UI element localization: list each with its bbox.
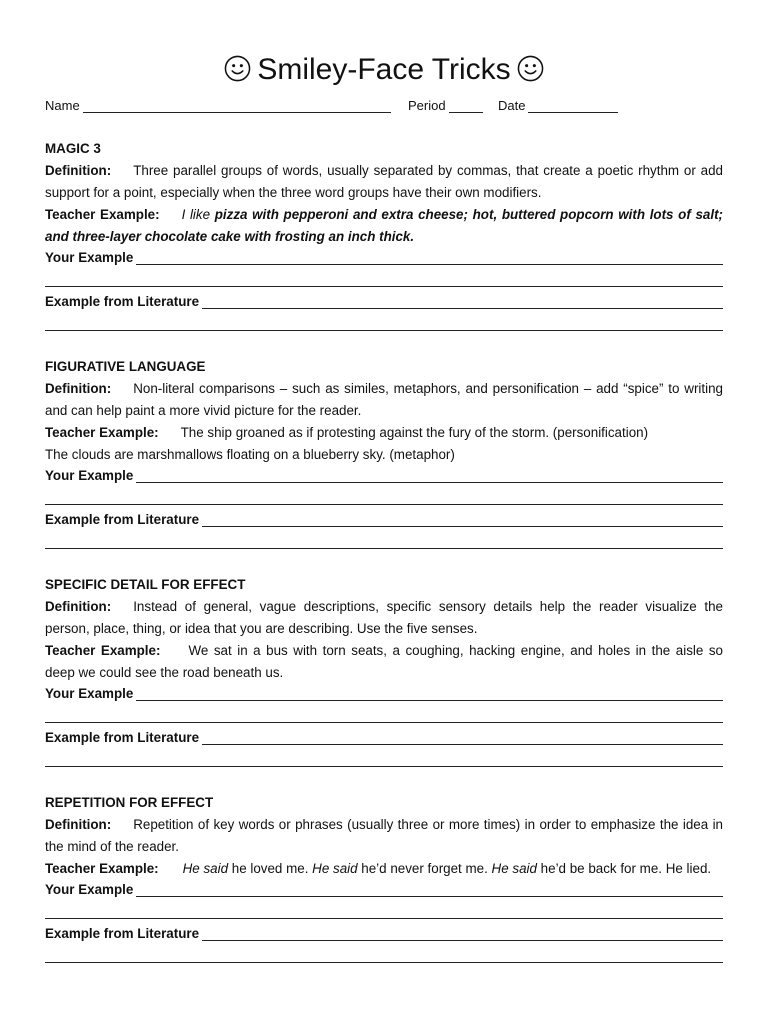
your-example-row[interactable]	[45, 466, 723, 488]
example-emphasis-text: He said	[182, 861, 229, 876]
page-title	[45, 50, 723, 90]
blank-answer-row[interactable]	[45, 314, 723, 336]
period-label: Period	[408, 98, 446, 113]
literature-example-label: Example from Literature	[45, 926, 200, 941]
answer-line[interactable]	[45, 722, 723, 723]
literature-example-row[interactable]	[45, 728, 723, 750]
definition-paragraph	[45, 160, 723, 204]
blank-answer-row[interactable]	[45, 750, 723, 772]
example-text: The ship groaned as if protesting against the fury of the storm. (personification)	[180, 425, 649, 440]
answer-line[interactable]	[45, 286, 723, 287]
definition-paragraph	[45, 596, 723, 640]
definition-label: Definition:	[45, 163, 112, 178]
answer-line[interactable]	[136, 882, 723, 897]
answer-line[interactable]	[202, 512, 723, 527]
answer-line[interactable]	[136, 250, 723, 265]
section-magic-3	[45, 138, 723, 336]
your-example-row[interactable]	[45, 880, 723, 902]
definition-label: Definition:	[45, 817, 112, 832]
section-figurative-language	[45, 356, 723, 554]
blank-answer-row[interactable]	[45, 706, 723, 728]
blank-answer-row[interactable]	[45, 532, 723, 554]
answer-line[interactable]	[202, 926, 723, 941]
worksheet-page	[45, 0, 723, 1024]
section-heading: REPETITION FOR EFFECT	[45, 795, 214, 810]
teacher-example-label: Teacher Example:	[45, 207, 160, 222]
section-specific-detail	[45, 574, 723, 772]
answer-line[interactable]	[202, 294, 723, 309]
answer-line[interactable]	[45, 918, 723, 919]
your-example-label: Your Example	[45, 468, 134, 483]
definition-label: Definition:	[45, 599, 112, 614]
blank-answer-row[interactable]	[45, 270, 723, 292]
answer-line[interactable]	[45, 766, 723, 767]
answer-line[interactable]	[136, 686, 723, 701]
section-heading: MAGIC 3	[45, 141, 101, 156]
literature-example-label: Example from Literature	[45, 512, 200, 527]
definition-text: Non-literal comparisons – such as similes, metaphors, and personification – add “spice” to writing and can help paint a more vivid picture for the reader.	[45, 381, 723, 418]
your-example-row[interactable]	[45, 684, 723, 706]
smiley-face-icon	[224, 55, 251, 82]
teacher-example-paragraph	[45, 858, 723, 880]
your-example-row[interactable]	[45, 248, 723, 270]
literature-example-row[interactable]	[45, 292, 723, 314]
answer-line[interactable]	[45, 330, 723, 331]
example-emphasis-text: He said	[491, 861, 537, 876]
answer-line[interactable]	[45, 962, 723, 963]
section-heading: SPECIFIC DETAIL FOR EFFECT	[45, 577, 246, 592]
name-input-line[interactable]	[83, 98, 391, 113]
answer-line[interactable]	[202, 730, 723, 745]
section-heading: FIGURATIVE LANGUAGE	[45, 359, 206, 374]
definition-label: Definition:	[45, 381, 112, 396]
name-label: Name	[45, 98, 80, 113]
smiley-face-icon	[517, 55, 544, 82]
example-text: he’d be back for me. He lied.	[536, 861, 712, 876]
teacher-example-paragraph	[45, 422, 723, 444]
teacher-example-label: Teacher Example:	[45, 861, 159, 876]
name-field[interactable]	[45, 96, 391, 116]
teacher-example-line-2: The clouds are marshmallows floating on a blueberry sky. (metaphor)	[45, 447, 455, 462]
literature-example-row[interactable]	[45, 510, 723, 532]
blank-answer-row[interactable]	[45, 946, 723, 968]
your-example-label: Your Example	[45, 686, 134, 701]
answer-line[interactable]	[136, 468, 723, 483]
period-input-line[interactable]	[449, 98, 483, 113]
teacher-example-paragraph	[45, 204, 723, 248]
example-text: he’d never forget me.	[357, 861, 492, 876]
answer-line[interactable]	[45, 548, 723, 549]
section-repetition	[45, 792, 723, 968]
teacher-example-paragraph	[45, 640, 723, 684]
definition-text: Three parallel groups of words, usually separated by commas, that create a poetic rhythm or add support for a point, especially when the three word groups have their own modifiers.	[45, 163, 723, 200]
answer-line[interactable]	[45, 504, 723, 505]
example-intro-text: I like	[181, 207, 215, 222]
definition-text: Repetition of key words or phrases (usually three or more times) in order to emphasize the idea in the mind of the reader.	[45, 817, 723, 854]
definition-paragraph	[45, 378, 723, 422]
your-example-label: Your Example	[45, 250, 134, 265]
teacher-example-label: Teacher Example:	[45, 425, 159, 440]
date-label: Date	[498, 98, 526, 113]
blank-answer-row[interactable]	[45, 902, 723, 924]
definition-text: Instead of general, vague descriptions, specific sensory details help the reader visualize the person, place, thing, or idea that you are describing. Use the five senses.	[45, 599, 723, 636]
blank-answer-row[interactable]	[45, 488, 723, 510]
definition-paragraph	[45, 814, 723, 858]
example-text: We sat in a bus with torn seats, a coughing, hacking engine, and holes in the aisle so deep we could see the road beneath us.	[45, 643, 724, 680]
title-text: Smiley-Face Tricks	[257, 53, 511, 86]
period-field[interactable]	[408, 96, 483, 116]
literature-example-label: Example from Literature	[45, 294, 200, 309]
student-info-row	[45, 96, 723, 118]
date-field[interactable]	[498, 96, 618, 116]
literature-example-label: Example from Literature	[45, 730, 200, 745]
example-emphasis-text: pizza with pepperoni and extra cheese; hot, buttered popcorn with lots of salt; and three-layer chocolate cake with frosting an inch thick.	[45, 207, 724, 244]
literature-example-row[interactable]	[45, 924, 723, 946]
date-input-line[interactable]	[528, 98, 618, 113]
example-emphasis-text: He said	[312, 861, 358, 876]
example-text: he loved me.	[228, 861, 313, 876]
teacher-example-label: Teacher Example:	[45, 643, 161, 658]
your-example-label: Your Example	[45, 882, 134, 897]
